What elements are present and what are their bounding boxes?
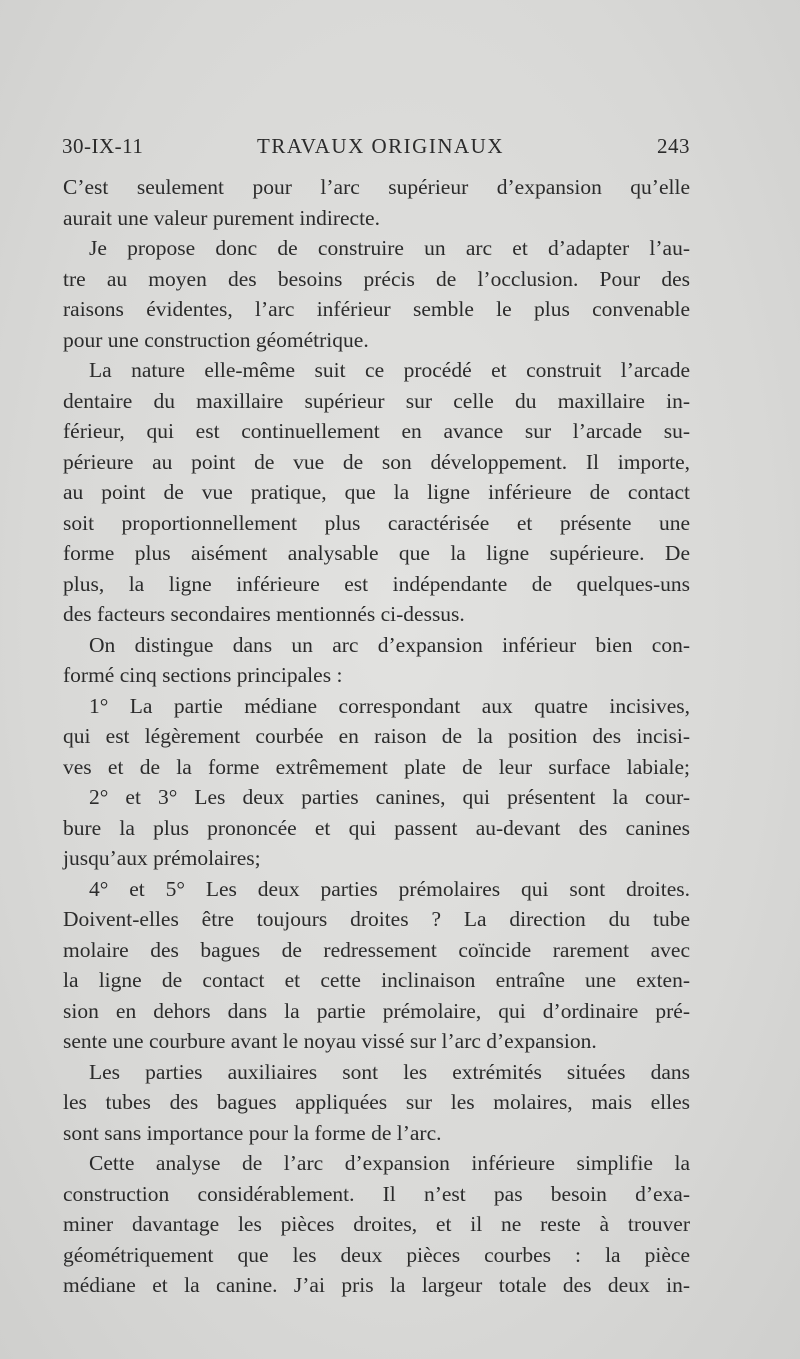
text-line: médiane et la canine. J’ai pris la largeur totale des deux in- [63, 1273, 690, 1297]
text-line: aurait une valeur purement indirecte. [63, 205, 380, 230]
text-line: sont sans importance pour la forme de l’arc. [63, 1120, 442, 1145]
text-line: miner davantage les pièces droites, et il ne reste à trouver [63, 1212, 690, 1236]
text-line: On distingue dans un arc d’expansion inférieur bien con- [89, 632, 690, 657]
text-line: La nature elle-même suit ce procédé et construit l’arcade [89, 358, 690, 382]
page-number: 243 [657, 134, 690, 158]
header-section-title: TRAVAUX ORIGINAUX [257, 134, 504, 158]
text-line: férieur, qui est continuellement en avance sur l’arcade su- [63, 419, 690, 443]
text-line: C’est seulement pour l’arc supérieur d’expansion qu’elle [63, 175, 690, 199]
text-line: raisons évidentes, l’arc inférieur semble le plus convenable [63, 297, 690, 321]
text-line: 1° La partie médiane correspondant aux quatre incisives, [89, 693, 690, 718]
text-line: les tubes des bagues appliquées sur les molaires, mais elles [63, 1090, 690, 1114]
text-line: plus, la ligne inférieure est indépendante de quelques-uns [63, 571, 690, 596]
text-line: au point de vue pratique, que la ligne inférieure de contact [63, 480, 690, 504]
text-line: géométriquement que les deux pièces courbes : la pièce [63, 1242, 690, 1267]
text-line: Doivent-elles être toujours droites ? La direction du tube [63, 907, 690, 931]
text-line: molaire des bagues de redressement coïncide rarement avec [63, 937, 690, 962]
header-date: 30-IX-11 [62, 134, 144, 158]
text-line: 2° et 3° Les deux parties canines, qui présentent la cour- [89, 785, 690, 809]
text-line: pour une construction géométrique. [63, 327, 369, 352]
text-line: périeure au point de vue de son développement. Il importe, [63, 449, 690, 474]
body-text [63, 172, 690, 1301]
text-line: des facteurs secondaires mentionnés ci-dessus. [63, 602, 465, 626]
text-line: sion en dehors dans la partie prémolaire, qui d’ordinaire pré- [63, 998, 690, 1023]
text-line: construction considérablement. Il n’est pas besoin d’exa- [63, 1181, 690, 1206]
text-line: formé cinq sections principales : [63, 663, 343, 687]
text-line: forme plus aisément analysable que la ligne supérieure. De [63, 541, 690, 565]
text-line: Je propose donc de construire un arc et d’adapter l’au- [89, 236, 690, 260]
text-line: sente une courbure avant le noyau vissé sur l’arc d’expansion. [63, 1029, 597, 1053]
text-line: Cette analyse de l’arc d’expansion inférieure simplifie la [89, 1151, 690, 1175]
running-head [62, 134, 690, 164]
text-line: dentaire du maxillaire supérieur sur celle du maxillaire in- [63, 388, 690, 413]
text-line: ves et de la forme extrêmement plate de leur surface labiale; [63, 754, 690, 779]
text-line: Les parties auxiliaires sont les extrémités situées dans [89, 1059, 690, 1084]
text-line: tre au moyen des besoins précis de l’occlusion. Pour des [63, 266, 690, 291]
text-line: soit proportionnellement plus caractérisée et présente une [63, 510, 690, 535]
text-line: jusqu’aux prémolaires; [63, 846, 261, 870]
text-line: la ligne de contact et cette inclinaison entraîne une exten- [63, 968, 690, 992]
text-line: 4° et 5° Les deux parties prémolaires qui sont droites. [89, 876, 690, 901]
text-line: bure la plus prononcée et qui passent au-devant des canines [63, 815, 690, 840]
text-line: qui est légèrement courbée en raison de la position des incisi- [63, 724, 690, 748]
